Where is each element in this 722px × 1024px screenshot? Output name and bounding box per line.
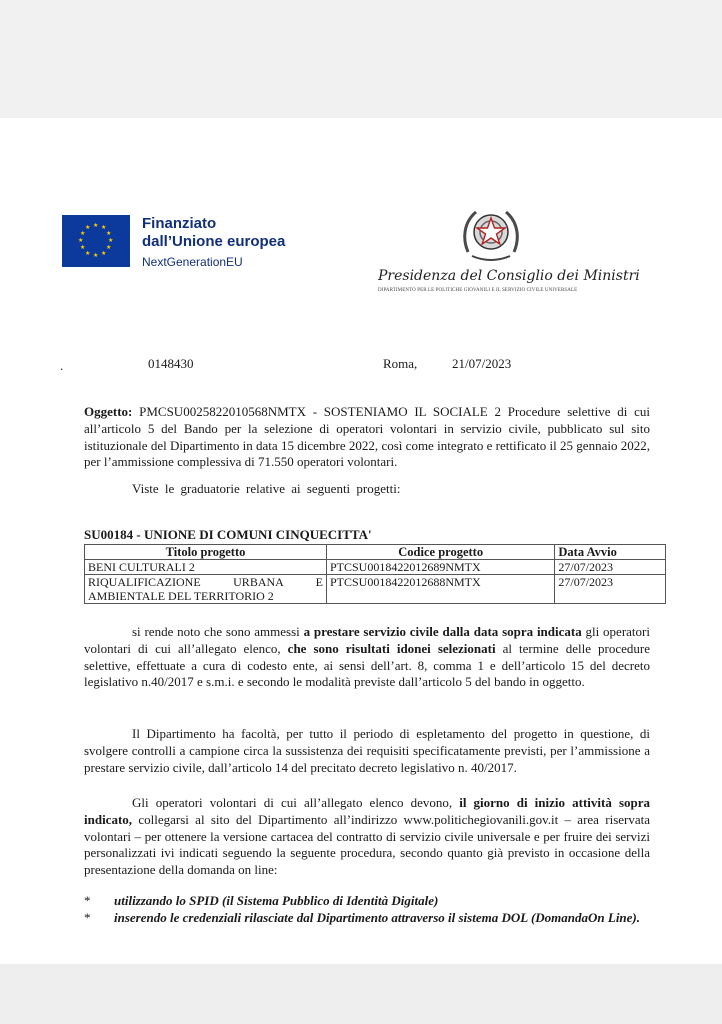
margin-dot: . [60,358,64,373]
bullet-asterisk: * [84,893,91,908]
cell-start-date: 27/07/2023 [555,560,666,575]
list-item-text: inserendo le credenziali rilasciate dal Dipartimento attraverso il sistema DOL (DomandaOn Line). [114,909,641,925]
eu-logo-line2: dall’Unione europea [142,233,286,250]
header-start-date: Data Avvio [555,545,666,560]
table-row [85,560,666,575]
text-run: gli operatori volontari di cui all’allegato elenco, [84,624,650,656]
department-name: DIPARTIMENTO PER LE POLITICHE GIOVANILI E IL SERVIZIO CIVILE UNIVERSALE [378,288,578,293]
cell-project-title: BENI CULTURALI 2 [85,560,327,575]
emphasis-run: il giorno di inizio attività sopra indicato, [84,795,650,827]
cell-project-code: PTCSU0018422012688NMTX [326,575,554,604]
cell-project-title: RIQUALIFICAZIONE URBANA E AMBIENTALE DEL TERRITORIO 2 [85,575,327,604]
italian-republic-emblem-icon [458,202,524,264]
protocol-number: 0148430 [148,356,194,371]
subject-paragraph [84,404,650,471]
institution-name: Presidenza del Consiglio dei Ministri [378,268,640,284]
subject-label: Oggetto: [84,404,133,419]
letter-place: Roma, [383,356,418,371]
cell-project-code: PTCSU0018422012689NMTX [326,560,554,575]
procedure-list [84,893,650,927]
instructions-paragraph [84,795,650,879]
table-row [85,575,666,604]
header-project-code: Codice progetto [326,545,554,560]
list-item [84,910,650,927]
emphasis-run: che sono risultati idonei selezionati [287,640,496,656]
text-run: si rende noto che sono ammessi [132,624,304,639]
eu-logo-line3: NextGenerationEU [142,255,243,269]
cell-start-date: 27/07/2023 [555,575,666,604]
list-item-text: utilizzando lo SPID (il Sistema Pubblico di Identità Digitale) [114,893,439,908]
scan-margin-bottom [0,964,722,1024]
bullet-asterisk: * [84,909,91,925]
emphasis-run: a prestare servizio civile dalla data sopra indicata [303,624,582,639]
eu-flag-icon: ★ ★ ★ ★ ★ ★ ★ ★ ★ ★ ★ ★ [62,215,130,267]
controls-paragraph: Il Dipartimento ha facoltà, per tutto il periodo di espletamento del progetto in questione, di svolgere controlli a campione circa la sussistenza dei requisiti specificatamente previsti, per l’ammissione a prestare servizio civile, dall’articolo 14 del precitato decreto legislativo n. 40/2017. [84,726,650,775]
table-header-row [85,545,666,560]
list-item [84,893,650,910]
eu-funding-logo [62,215,285,269]
text-run: Gli operatori volontari di cui all’allegato elenco devono, [132,795,460,810]
scan-margin-top [0,0,722,118]
subject-text: PMCSU0025822010568NMTX - SOSTENIAMO IL SOCIALE 2 Procedure selettive di cui all’articolo 5 del Bando per la selezione di operatori volontari in servizio civile, pubblicato sul sito istituzionale del Dipartimento in data 15 dicembre 2022, così come integrato e rettificato il 25 gennaio 2022, per l’ammissione complessiva di 71.550 operatori volontari. [84,404,650,470]
text-run: al termine delle procedure selettive, effettuate a cura di codesto ente, ai sensi dell’art. 8, comma 1 e dell’articolo 15 del decreto legislativo n.40/2017 e s.m.i. e secondo le modalità previste dall’articolo 5 del bando in oggetto. [84,640,650,690]
letter-date: 21/07/2023 [452,356,512,371]
text-run: collegarsi al sito del Dipartimento all’indirizzo www.politichegiovanili.gov.it – area riservata volontari – per ottenere la versione cartacea del contratto di servizio civile universale e per fruire dei servizi personalizzati ivi indicati seguendo la seguente procedura, secondo quanto già previsto in occasione della presentazione della domanda on line: [84,811,650,878]
viste-paragraph: Viste le graduatorie relative ai seguenti progetti: [132,481,401,496]
header-project-title: Titolo progetto [85,545,327,560]
entity-title: SU00184 - UNIONE DI COMUNI CINQUECITTA' [84,527,372,542]
projects-table [84,544,666,604]
eu-logo-line1: Finanziato [142,215,217,232]
admission-paragraph [84,624,650,691]
